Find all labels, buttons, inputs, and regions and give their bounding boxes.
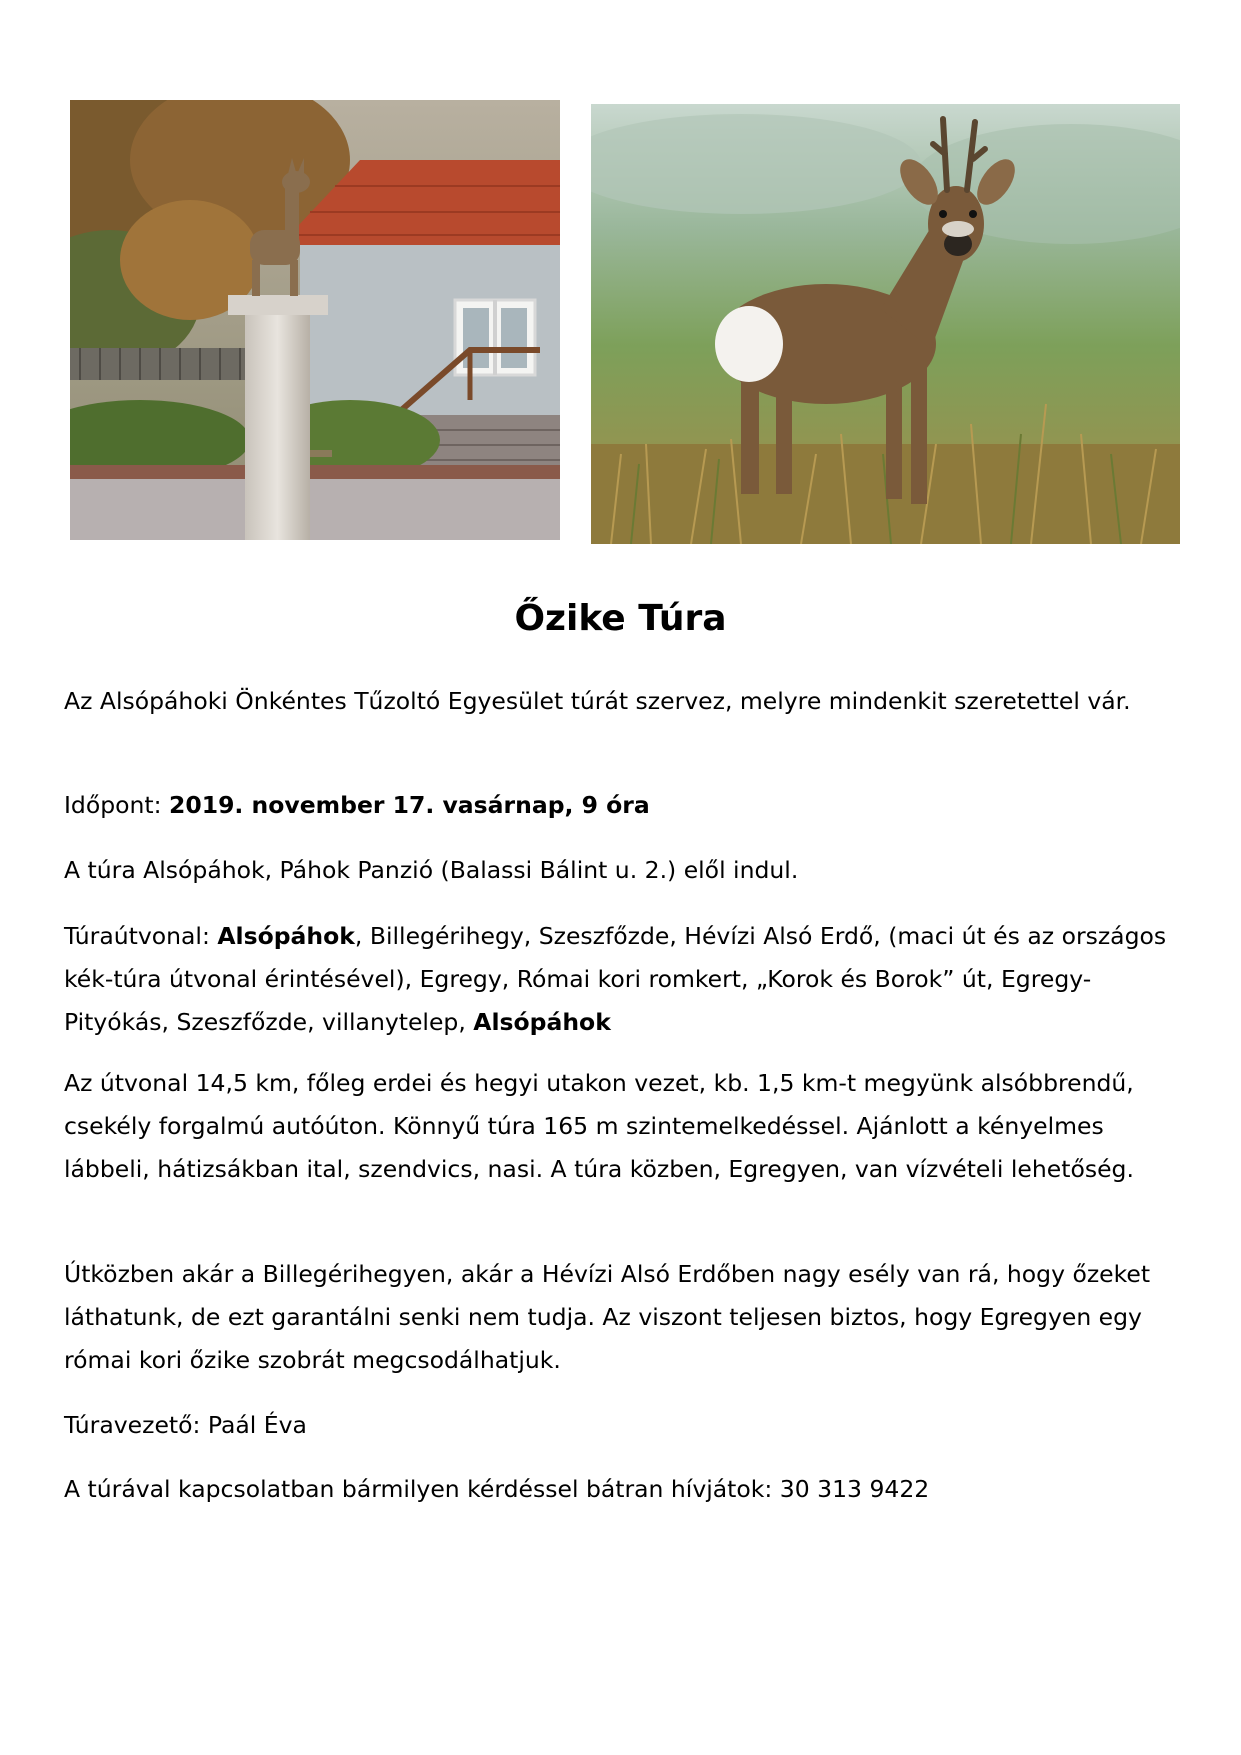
intro-paragraph: Az Alsópáhoki Önkéntes Tűzoltó Egyesület túrát szervez, melyre mindenkit szeretettel vár. xyxy=(64,687,1131,715)
wildlife-paragraph: Útközben akár a Billegérihegyen, akár a Hévízi Alsó Erdőben nagy esély van rá, hogy őzeket láthatunk, de ezt garantálni senki nem tudja. Az viszont teljesen biztos, hogy Egregyen egy római kori őzike szobrát megcsodálhatjuk. xyxy=(64,1260,1151,1374)
start-paragraph: A túra Alsópáhok, Páhok Panzió (Balassi Bálint u. 2.) elől indul. xyxy=(64,856,799,884)
page-title: Őzike Túra xyxy=(514,598,727,639)
time-label: Időpont: xyxy=(64,791,170,819)
route-paragraph xyxy=(64,915,1184,1044)
route-label: Túraútvonal: xyxy=(64,922,218,950)
time-value: 2019. november 17. vasárnap, 9 óra xyxy=(169,791,650,819)
route-stops: , Billegérihegy, Szeszfőzde, Hévízi Alsó Erdő, (maci út és az országos kék-túra útvonal érintésével), Egregy, Római kori romkert, „Korok és Borok” út, Egregy-Pityókás, Szeszfőzde, villanytelep, xyxy=(64,922,1167,1036)
contact-paragraph: A túrával kapcsolatban bármilyen kérdéssel bátran hívjátok: 30 313 9422 xyxy=(64,1475,930,1503)
guide-paragraph: Túravezető: Paál Éva xyxy=(64,1411,307,1439)
time-paragraph xyxy=(64,784,1184,827)
roe-deer-photo xyxy=(591,104,1180,544)
details-paragraph: Az útvonal 14,5 km, főleg erdei és hegyi utakon vezet, kb. 1,5 km-t megyünk alsóbbrendű, csekély forgalmú autóúton. Könnyű túra 165 m szintemelkedéssel. Ajánlott a kényelmes lábbeli, hátizsákban ital, szendvics, nasi. A túra közben, Egregyen, van vízvételi lehetőség. xyxy=(64,1069,1134,1183)
route-end-place: Alsópáhok xyxy=(473,1008,611,1036)
deer-statue-photo xyxy=(70,100,560,540)
route-start-place: Alsópáhok xyxy=(217,922,355,950)
